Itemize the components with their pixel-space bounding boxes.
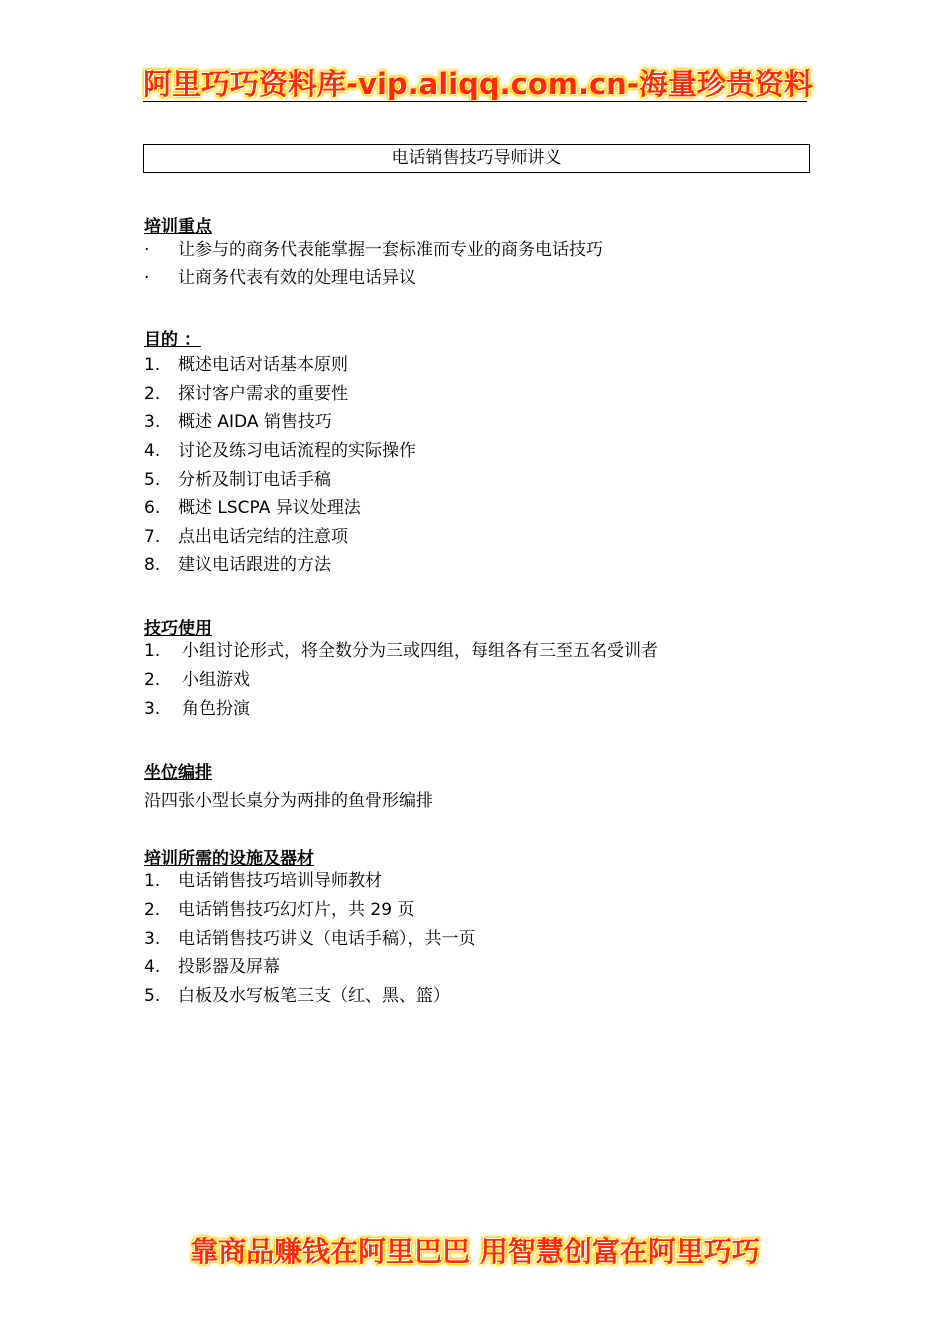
number-marker: 2. bbox=[144, 900, 161, 920]
list-item bbox=[144, 466, 331, 494]
list-item-text: 投影器及屏幕 bbox=[178, 957, 280, 977]
section-heading-seating: 坐位编排 bbox=[144, 763, 212, 783]
list-item bbox=[144, 264, 416, 292]
list-item bbox=[144, 953, 280, 981]
list-item-text: 电话销售技巧讲义（电话手稿），共一页 bbox=[178, 929, 476, 949]
list-item bbox=[144, 380, 348, 408]
document-title: 电话销售技巧导师讲义 bbox=[143, 144, 810, 173]
list-item-text: 白板及水写板笔三支（红、黑、篮） bbox=[178, 986, 450, 1006]
list-item bbox=[144, 896, 414, 924]
bullet-marker: · bbox=[144, 240, 150, 260]
section-heading-skills: 技巧使用 bbox=[144, 619, 212, 639]
list-item-text: 探讨客户需求的重要性 bbox=[178, 384, 348, 404]
number-marker: 1. bbox=[144, 355, 161, 375]
list-item bbox=[144, 408, 332, 436]
section-heading-equipment: 培训所需的设施及器材 bbox=[144, 849, 314, 869]
number-marker: 4. bbox=[144, 957, 161, 977]
list-item bbox=[144, 523, 348, 551]
list-item-text: 角色扮演 bbox=[182, 699, 250, 719]
list-item-text: 概述 AIDA 销售技巧 bbox=[178, 412, 332, 432]
list-item-text: 建议电话跟进的方法 bbox=[178, 555, 331, 575]
list-item-text: 让参与的商务代表能掌握一套标准而专业的商务电话技巧 bbox=[178, 240, 603, 260]
seating-text: 沿四张小型长桌分为两排的鱼骨形编排 bbox=[144, 791, 433, 811]
section-heading-focus: 培训重点 bbox=[144, 217, 212, 237]
list-item-text: 分析及制订电话手稿 bbox=[178, 470, 331, 490]
list-item-text: 电话销售技巧幻灯片，共 29 页 bbox=[178, 900, 415, 920]
number-marker: 2. bbox=[144, 384, 161, 404]
number-marker: 3. bbox=[144, 412, 161, 432]
number-marker: 8. bbox=[144, 555, 161, 575]
list-item-text: 小组讨论形式，将全数分为三或四组，每组各有三至五名受训者 bbox=[182, 641, 658, 661]
section-heading-goals: 目的 ： bbox=[144, 330, 201, 350]
number-marker: 3. bbox=[144, 699, 161, 719]
number-marker: 1. bbox=[144, 871, 161, 891]
list-item-text: 概述电话对话基本原则 bbox=[178, 355, 348, 375]
list-item bbox=[144, 551, 331, 579]
list-item-text: 概述 LSCPA 异议处理法 bbox=[178, 498, 361, 518]
number-marker: 5. bbox=[144, 986, 161, 1006]
number-marker: 7. bbox=[144, 527, 161, 547]
list-item bbox=[144, 925, 476, 953]
footer-watermark-banner: 靠商品赚钱在阿里巴巴 用智慧创富在阿里巧巧 bbox=[190, 1235, 760, 1268]
number-marker: 2. bbox=[144, 670, 161, 690]
list-item-text: 让商务代表有效的处理电话异议 bbox=[178, 268, 416, 288]
number-marker: 3. bbox=[144, 929, 161, 949]
list-item bbox=[144, 695, 250, 723]
header-watermark-banner: 阿里巧巧资料库-vip.aliqq.com.cn-海量珍贵资料 bbox=[143, 67, 813, 101]
list-item bbox=[144, 982, 450, 1010]
list-item bbox=[144, 666, 250, 694]
list-item bbox=[144, 494, 361, 522]
list-item-text: 点出电话完结的注意项 bbox=[178, 527, 348, 547]
list-item-text: 电话销售技巧培训导师教材 bbox=[178, 871, 382, 891]
list-item bbox=[144, 637, 658, 665]
list-item bbox=[144, 867, 382, 895]
list-item-text: 讨论及练习电话流程的实际操作 bbox=[178, 441, 416, 461]
number-marker: 4. bbox=[144, 441, 161, 461]
header-rule bbox=[143, 101, 807, 102]
number-marker: 6. bbox=[144, 498, 161, 518]
number-marker: 1. bbox=[144, 641, 161, 661]
list-item bbox=[144, 437, 416, 465]
number-marker: 5. bbox=[144, 470, 161, 490]
bullet-marker: · bbox=[144, 268, 150, 288]
list-item bbox=[144, 351, 348, 379]
list-item-text: 小组游戏 bbox=[182, 670, 250, 690]
list-item bbox=[144, 236, 603, 264]
